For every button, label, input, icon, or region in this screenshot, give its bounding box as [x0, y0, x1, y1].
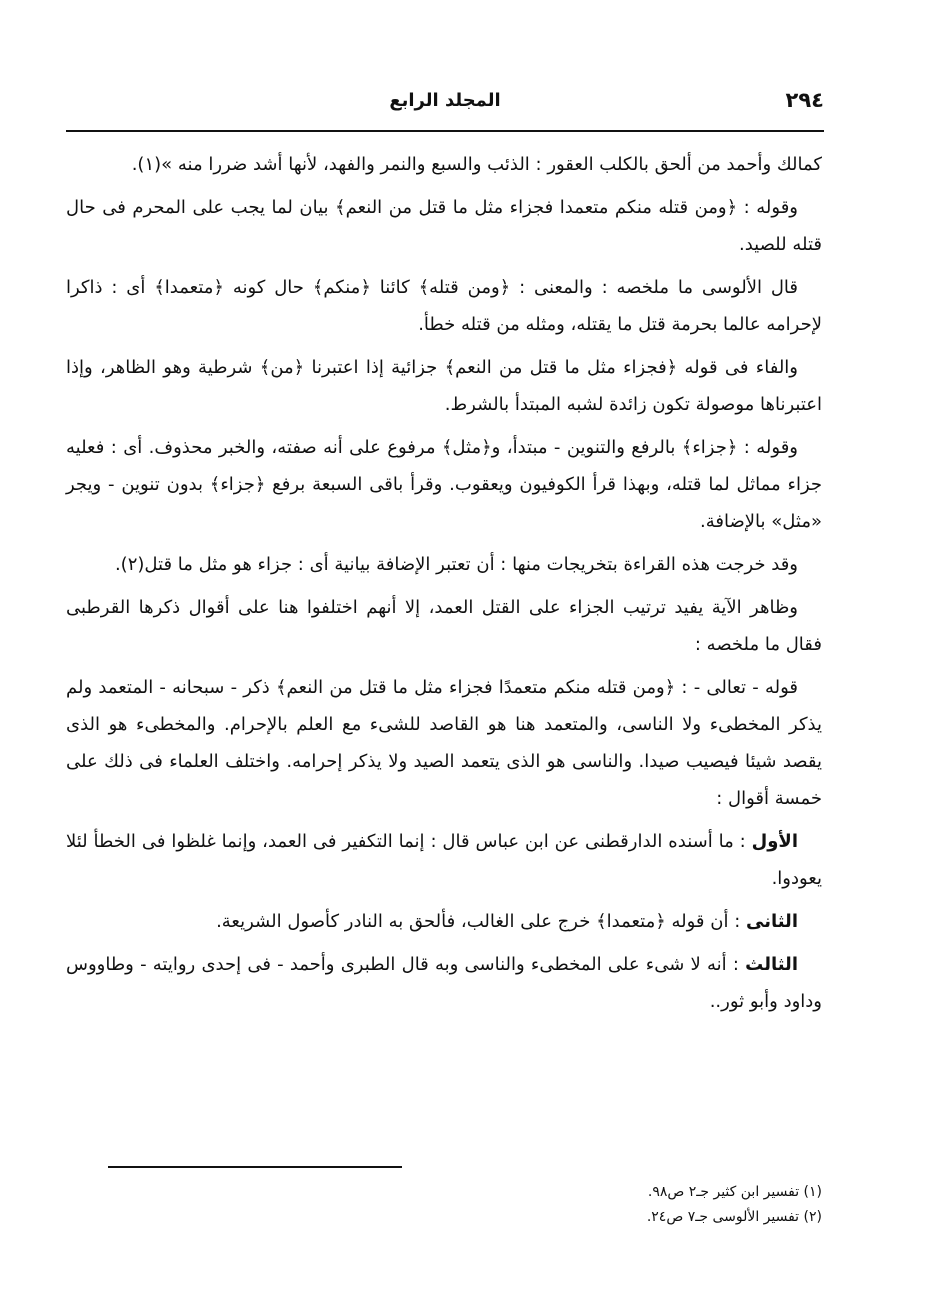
footnote: (٢) تفسير الألوسى جـ٧ ص٢٤. [646, 1209, 822, 1225]
paragraph: كمالك وأحمد من ألحق بالكلب العقور : الذئب والسبع والنمر والفهد، لأنها أشد ضررا منه »(١). [131, 154, 822, 175]
footnotes [300, 1180, 822, 1230]
paragraph: وقد خرجت هذه القراءة بتخريجات منها : أن تعتبر الإضافة بيانية أى : جزاء هو مثل ما قتل(٢). [114, 554, 798, 575]
paragraph: وقوله : ﴿ومن قتله منكم متعمدا فجزاء مثل ما قتل من النعم﴾ بيان لما يجب على المحرم فى حال قتله للصيد. [66, 197, 822, 255]
body-text [66, 146, 822, 1026]
opinion-label: الأول [751, 831, 798, 852]
page-number: ٢٩٤ [785, 88, 824, 112]
paragraph-first-opinion: الأول : ما أسنده الدارقطنى عن ابن عباس قال : إنما التكفير فى العمد، وإنما غلظوا فى الخطأ لئلا يعودوا. [66, 831, 822, 889]
paragraph: والفاء فى قوله ﴿فجزاء مثل ما قتل من النعم﴾ جزائية إذا اعتبرنا ﴿من﴾ شرطية وهو الظاهر، وإذا اعتبرناها موصولة تكون زائدة لشبه المبتدأ بالشرط. [66, 357, 822, 415]
paragraph-second-opinion: الثانى : أن قوله ﴿متعمدا﴾ خرج على الغالب، فألحق به النادر كأصول الشريعة. [216, 911, 798, 932]
footnote: (١) تفسير ابن كثير جـ٢ ص٩٨. [647, 1184, 822, 1200]
opinion-label: الثانى [745, 911, 798, 932]
paragraph-third-opinion: الثالث : أنه لا شىء على المخطىء والناسى وبه قال الطبرى وأحمد - فى إحدى روايته - وطاووس وداود وأبو ثور.. [66, 954, 822, 1012]
paragraph: قال الألوسى ما ملخصه : والمعنى : ﴿ومن قتله﴾ كائنا ﴿منكم﴾ حال كونه ﴿متعمدا﴾ أى : ذاكرا لإحرامه عالما بحرمة قتل ما يقتله، ومثله من قتله خطأ. [66, 277, 822, 335]
paragraph: وظاهر الآية يفيد ترتيب الجزاء على القتل العمد، إلا أنهم اختلفوا هنا على أقوال ذكرها القرطبى فقال ما ملخصه : [66, 597, 822, 655]
paragraph: قوله - تعالى - : ﴿ومن قتله منكم متعمدًا فجزاء مثل ما قتل من النعم﴾ ذكر - سبحانه - المتعمد ولم يذكر المخطىء ولا الناسى، والمتعمد هنا هو القاصد للشىء مع العلم بالإحرام. والمخطىء هو الذى يقصد شيئا فيصيب صيدا. والناسى هو الذى يتعمد الصيد ولا يذكر إحرامه. واختلف العلماء فى ذلك على خمسة أقوال : [66, 677, 822, 809]
paragraph: وقوله : ﴿جزاء﴾ بالرفع والتنوين - مبتدأ، و﴿مثل﴾ مرفوع على أنه صفته، والخبر محذوف. أى : فعليه جزاء مماثل لما قتله، وبهذا قرأ الكوفيون ويعقوب. وقرأ باقى السبعة برفع ﴿جزاء﴾ بدون تنوين - ويجر «مثل» بالإضافة. [66, 437, 822, 532]
opinion-label: الثالث [745, 954, 798, 975]
header-rule [66, 130, 824, 132]
footnote-rule [108, 1166, 402, 1168]
running-title: المجلد الرابع [389, 90, 501, 111]
page-header [66, 82, 824, 122]
